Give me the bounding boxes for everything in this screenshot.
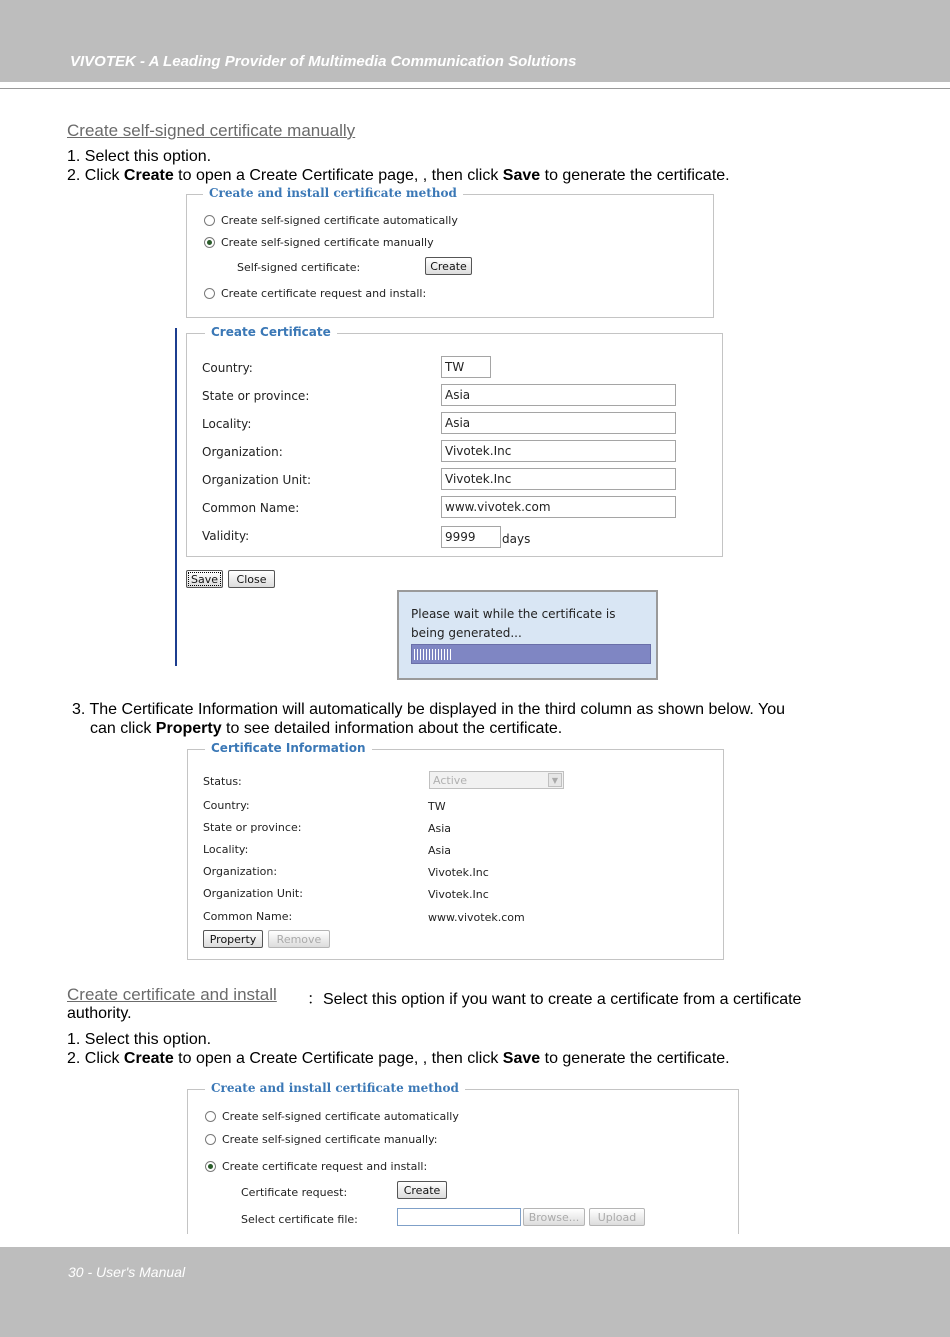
step-1-text: 1. Select this option. bbox=[67, 148, 212, 165]
upload-button: Upload bbox=[589, 1208, 645, 1226]
info-common-name-value: www.vivotek.com bbox=[428, 911, 525, 924]
section-4-desc-line1: ：Select this option if you want to create a certificate from a certificate bbox=[307, 991, 802, 1008]
page-footer bbox=[0, 1247, 950, 1337]
method-panel-2 bbox=[187, 1081, 739, 1234]
create-certificate-panel bbox=[186, 325, 723, 557]
method-panel-1 bbox=[186, 186, 714, 318]
info-state-label: State or province: bbox=[203, 821, 302, 834]
create-request-button[interactable]: Create bbox=[397, 1181, 447, 1199]
option-manual-row-2[interactable] bbox=[205, 1133, 438, 1146]
organization-label: Organization: bbox=[202, 445, 283, 459]
section-heading-request[interactable]: Create certificate and install bbox=[67, 985, 277, 1004]
option-request-row-2[interactable] bbox=[205, 1160, 427, 1173]
radio-request-2[interactable] bbox=[205, 1161, 216, 1172]
section-4-step-1: 1. Select this option. bbox=[67, 1031, 212, 1048]
state-label: State or province: bbox=[202, 389, 310, 403]
certificate-info-legend: Certificate Information bbox=[205, 741, 372, 755]
step-3-text-line2: can click Property to see detailed information about the certificate. bbox=[90, 720, 563, 737]
select-file-label: Select certificate file: bbox=[241, 1213, 358, 1226]
validity-unit: days bbox=[502, 532, 531, 546]
progress-bar bbox=[411, 644, 651, 664]
certificate-info-panel bbox=[187, 741, 724, 960]
info-organization-unit-value: Vivotek.Inc bbox=[428, 888, 489, 901]
header-title: VIVOTEK - A Leading Provider of Multimedia Communication Solutions bbox=[70, 53, 577, 70]
page-header bbox=[0, 0, 950, 82]
progress-bar-fill bbox=[414, 649, 452, 660]
radio-request[interactable] bbox=[204, 288, 215, 299]
remove-button: Remove bbox=[268, 930, 330, 948]
radio-auto[interactable] bbox=[204, 215, 215, 226]
locality-label: Locality: bbox=[202, 417, 252, 431]
section-4-desc-line2: authority. bbox=[67, 1005, 132, 1022]
section-heading-manual[interactable]: Create self-signed certificate manually bbox=[67, 121, 356, 140]
option-request-label: Create certificate request and install: bbox=[221, 287, 427, 300]
common-name-label: Common Name: bbox=[202, 501, 300, 515]
option-manual-label: Create self-signed certificate manually bbox=[221, 236, 434, 249]
option-request-row[interactable] bbox=[204, 287, 426, 300]
country-input[interactable]: TW bbox=[441, 356, 491, 378]
option-auto-row[interactable] bbox=[204, 214, 458, 227]
info-common-name-label: Common Name: bbox=[203, 910, 293, 923]
option-auto-label: Create self-signed certificate automatically bbox=[221, 214, 458, 227]
status-label: Status: bbox=[203, 775, 242, 788]
validity-input[interactable]: 9999 bbox=[441, 526, 501, 548]
organization-unit-input[interactable]: Vivotek.Inc bbox=[441, 468, 676, 490]
option-manual-row[interactable] bbox=[204, 236, 434, 249]
header-divider bbox=[0, 88, 950, 89]
step-3-text-line1: 3. The Certificate Information will automatically be displayed in the third column as shown below. You bbox=[72, 701, 785, 718]
radio-manual[interactable] bbox=[204, 237, 215, 248]
info-state-value: Asia bbox=[428, 822, 452, 835]
step-2-text: 2. Click Create to open a Create Certificate page, , then click Save to generate the certificate. bbox=[67, 167, 730, 184]
option-manual-label-2: Create self-signed certificate manually: bbox=[222, 1133, 438, 1146]
section-marker-line bbox=[175, 328, 177, 666]
info-organization-label: Organization: bbox=[203, 865, 278, 878]
organization-unit-label: Organization Unit: bbox=[202, 473, 312, 487]
self-signed-label: Self-signed certificate: bbox=[237, 261, 361, 274]
option-auto-label-2: Create self-signed certificate automatically bbox=[222, 1110, 459, 1123]
info-organization-value: Vivotek.Inc bbox=[428, 866, 489, 879]
country-label: Country: bbox=[202, 361, 253, 375]
close-button[interactable]: Close bbox=[228, 570, 275, 588]
common-name-input[interactable]: www.vivotek.com bbox=[441, 496, 676, 518]
info-locality-label: Locality: bbox=[203, 843, 249, 856]
progress-message: Please wait while the certificate is being generated... bbox=[411, 607, 616, 640]
radio-manual-2[interactable] bbox=[205, 1134, 216, 1145]
create-certificate-legend: Create Certificate bbox=[205, 325, 337, 339]
save-button[interactable]: Save bbox=[186, 570, 223, 588]
section-4-step-2: 2. Click Create to open a Create Certificate page, , then click Save to generate the certificate. bbox=[67, 1050, 730, 1067]
certificate-request-label: Certificate request: bbox=[241, 1186, 348, 1199]
info-organization-unit-label: Organization Unit: bbox=[203, 887, 303, 900]
radio-auto-2[interactable] bbox=[205, 1111, 216, 1122]
validity-label: Validity: bbox=[202, 529, 250, 543]
info-country-value: TW bbox=[428, 800, 446, 813]
option-request-label-2: Create certificate request and install: bbox=[222, 1160, 428, 1173]
option-auto-row-2[interactable] bbox=[205, 1110, 459, 1123]
info-country-label: Country: bbox=[203, 799, 250, 812]
locality-input[interactable]: Asia bbox=[441, 412, 676, 434]
browse-button[interactable]: Browse... bbox=[523, 1208, 585, 1226]
info-locality-value: Asia bbox=[428, 844, 452, 857]
create-button[interactable]: Create bbox=[425, 257, 472, 275]
method-panel-2-legend: Create and install certificate method bbox=[205, 1081, 465, 1095]
status-select bbox=[429, 771, 564, 789]
organization-input[interactable]: Vivotek.Inc bbox=[441, 440, 676, 462]
state-input[interactable]: Asia bbox=[441, 384, 676, 406]
status-select-value: Active bbox=[433, 774, 468, 787]
footer-page-label: 30 - User's Manual bbox=[68, 1264, 186, 1280]
property-button[interactable]: Property bbox=[203, 930, 263, 948]
method-panel-1-legend: Create and install certificate method bbox=[203, 186, 463, 200]
progress-dialog bbox=[397, 590, 658, 680]
chevron-down-icon: ▼ bbox=[548, 773, 562, 787]
certificate-file-input[interactable] bbox=[397, 1208, 521, 1226]
